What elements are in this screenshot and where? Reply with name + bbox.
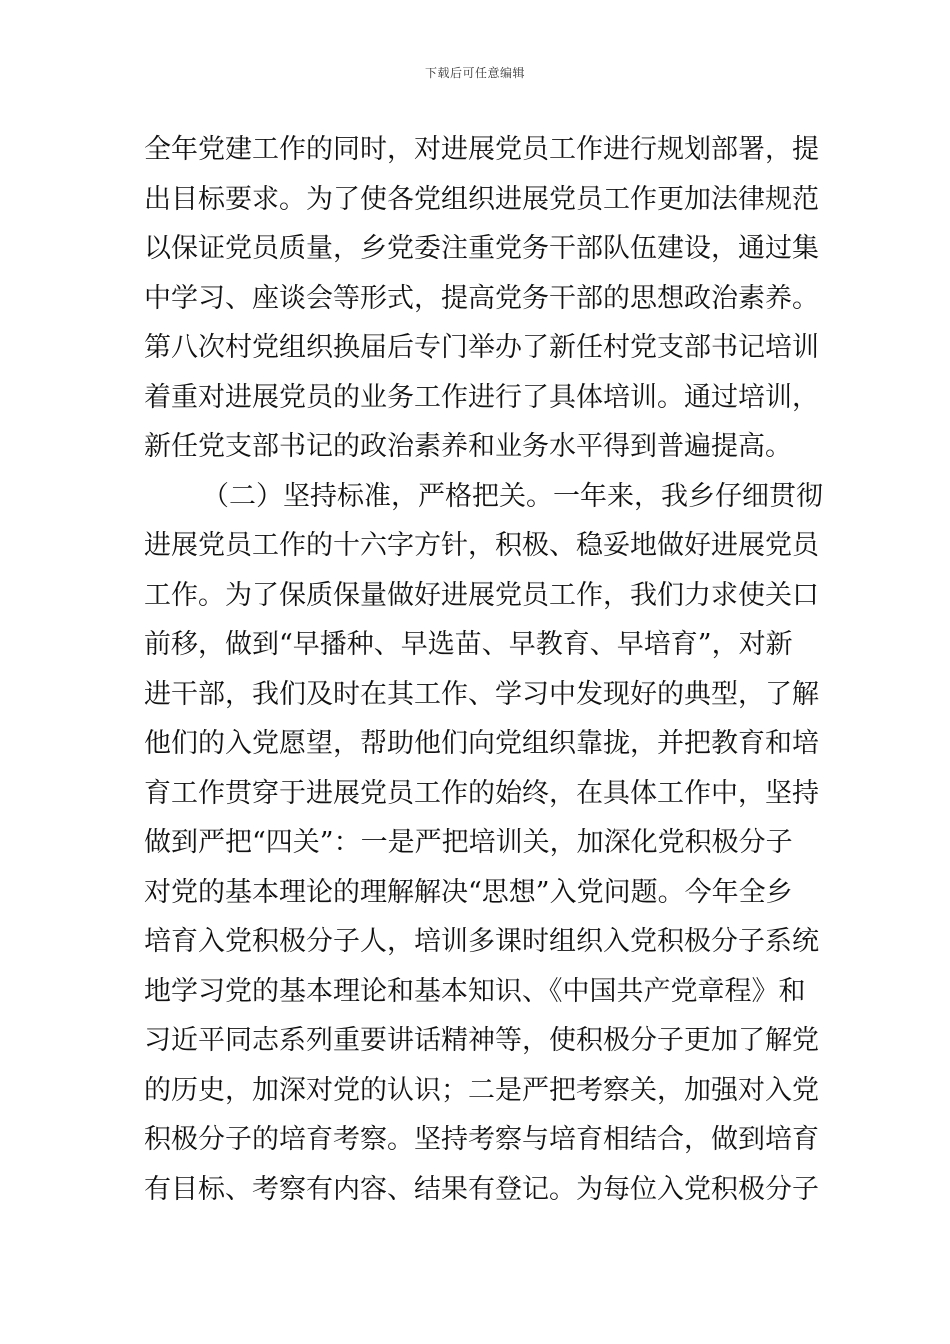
text-line: 进展党员工作的十六字方针，积极、稳妥地做好进展党员 <box>144 530 819 561</box>
text-line: 做到严把“四关”：一是严把培训关，加深化党积极分子 <box>144 827 793 858</box>
text-line: 中学习、座谈会等形式，提高党务干部的思想政治素养。 <box>144 282 819 314</box>
text-line: 出目标要求。为了使各党组织进展党员工作更加法律规范 <box>144 183 819 215</box>
text-line: 进干部，我们及时在其工作、学习中发现好的典型，了解 <box>144 678 819 710</box>
text-line: 第八次村党组织换届后专门举办了新任村党支部书记培训 <box>144 332 819 363</box>
text-line: 习近平同志系列重要讲话精神等，使积极分子更加了解党 <box>144 1025 819 1056</box>
text-line: 前移，做到“早播种、早选苗、早教育、早培育”，对新 <box>144 629 793 660</box>
text-line: 他们的入党愿望，帮助他们向党组织靠拢，并把教育和培 <box>144 728 819 759</box>
text-line: 育工作贯穿于进展党员工作的始终，在具体工作中，坚持 <box>144 777 819 809</box>
page-header: 下载后可任意编辑 <box>424 66 525 80</box>
text-line: 着重对进展党员的业务工作进行了具体培训。通过培训， <box>144 381 819 413</box>
text-line: 以保证党员质量，乡党委注重党务干部队伍建设，通过集 <box>144 233 819 264</box>
text-line: 对党的基本理论的理解解决“思想”入党问题。今年全乡 <box>144 876 793 908</box>
text-line: 地学习党的基本理论和基本知识、《中国共产党章程》和 <box>144 975 806 1007</box>
text-line: 工作。为了保质保量做好进展党员工作，我们力求使关口 <box>144 579 819 611</box>
text-line: 有目标、考察有内容、结果有登记。为每位入党积极分子 <box>144 1173 819 1205</box>
text-line: 的历史，加深对党的认识；二是严把考察关，加强对入党 <box>144 1074 819 1106</box>
text-line: 新任党支部书记的政治素养和业务水平得到普遍提高。 <box>144 431 792 462</box>
document-body <box>144 125 823 1214</box>
text-line: 培育入党积极分子人，培训多课时组织入党积极分子系统 <box>144 926 819 957</box>
paragraph-start-line: （二）坚持标准，严格把关。一年来，我乡仔细贯彻 <box>202 480 823 512</box>
text-line: 全年党建工作的同时，对进展党员工作进行规划部署，提 <box>144 134 819 165</box>
text-line: 积极分子的培育考察。坚持考察与培育相结合，做到培育 <box>144 1124 819 1155</box>
